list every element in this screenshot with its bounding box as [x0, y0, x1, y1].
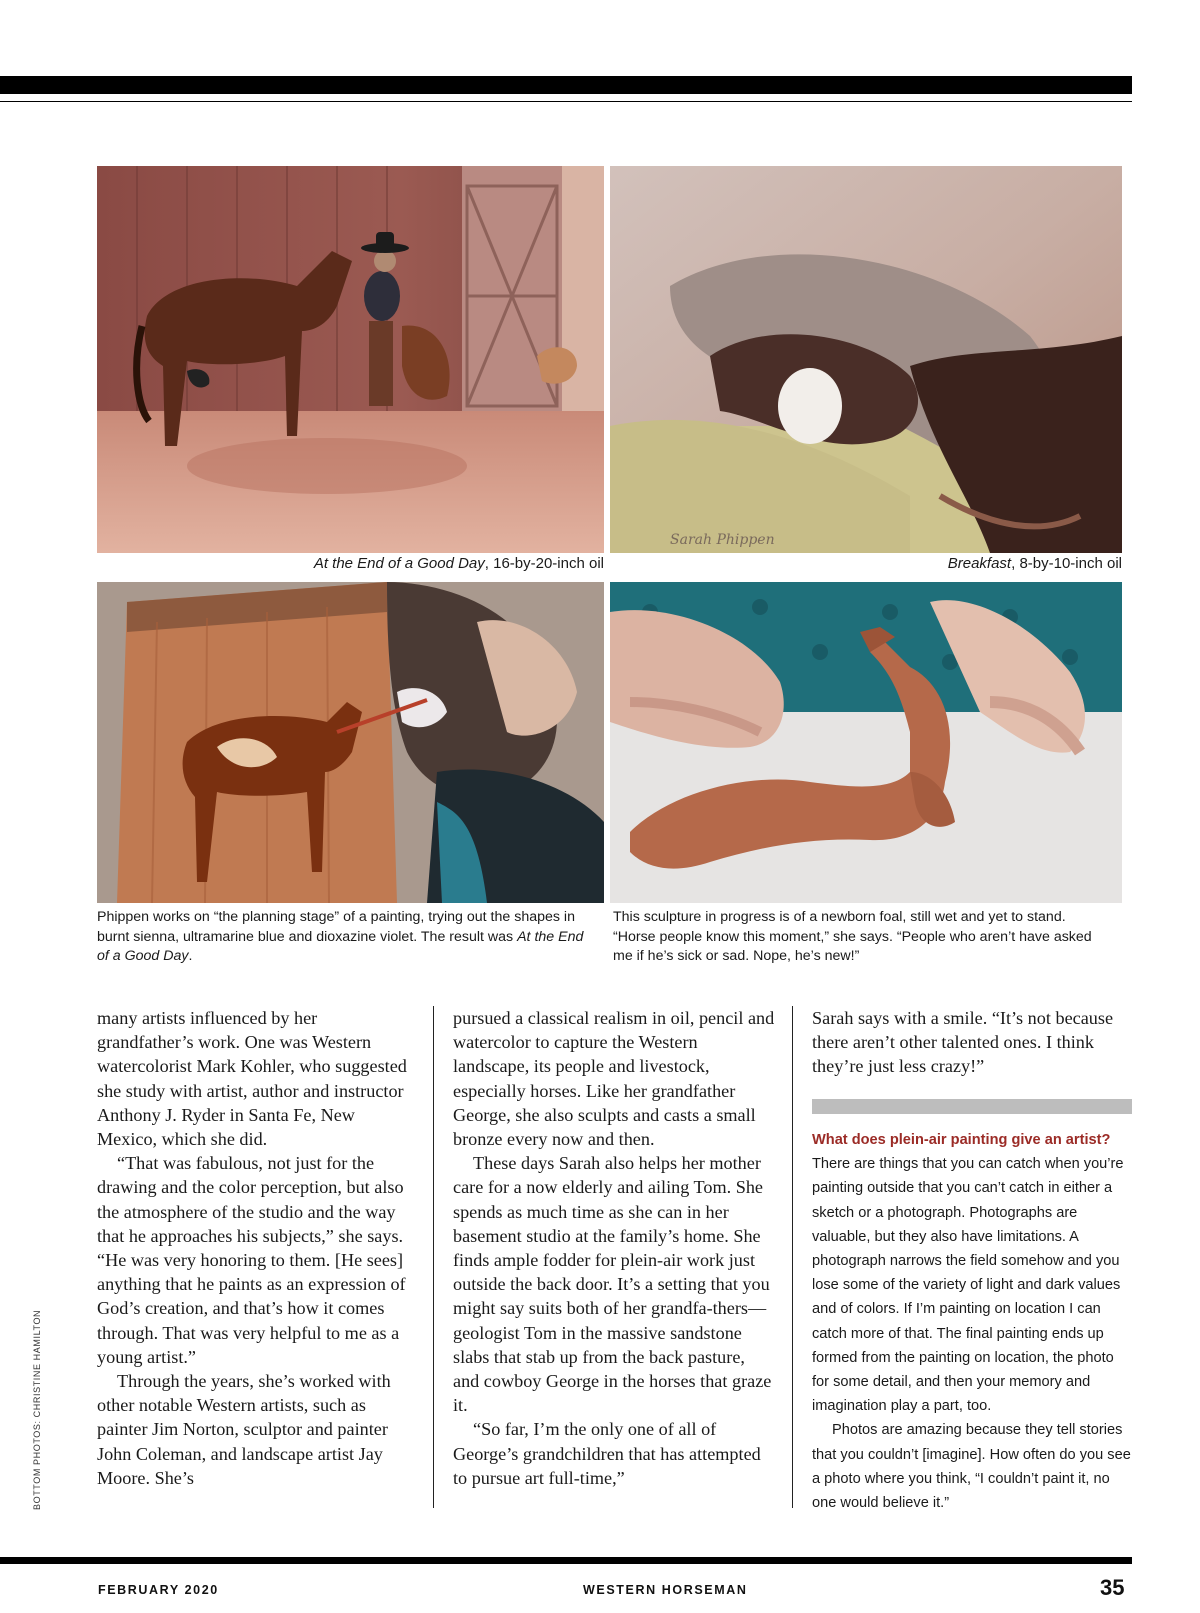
photo-credit: BOTTOM PHOTOS: CHRISTINE HAMILTON [32, 1309, 42, 1510]
column-divider-2 [792, 1006, 793, 1508]
footer-rule [0, 1557, 1132, 1564]
caption-top-left-title: At the End of a Good Day [313, 555, 485, 572]
article-column-2 [453, 1006, 775, 1490]
caption-top-right-title: Breakfast [947, 555, 1012, 572]
sidebar-divider-bar [812, 1099, 1132, 1114]
painting-breakfast [610, 166, 1122, 553]
sidebar-question: What does plein-air painting give an artist? [812, 1132, 1111, 1148]
painting-signature: Sarah Phippen [670, 532, 775, 548]
sidebar-answer-1: There are things that you can catch when you’re painting outside that you can’t catch in either a sketch or a photograph. Photographs are valuable, but they also have limitations. A photograph narrows the field somehow and you lose some of the variety of light and dark values and of colors. If I’m painting on location I can catch more of that. The final painting ends up formed from the painting on location, the photo for some detail, and then your memory and imagination play a part, too. [812, 1156, 1124, 1415]
col2-paragraph-2: These days Sarah also helps her mother care for a now elderly and ailing Tom. She spends as much time as she can in her basement studio at the family’s home. She finds ample fodder for plein-air work just outside the back door. It’s a setting that you might say suits both of her grandfa-thers—geologist Tom in the massive sandstone slabs that stab up from the back pasture, and cowboy George in the horses that graze it. [453, 1153, 772, 1416]
caption-bottom-left-end: . [188, 948, 193, 964]
sidebar-qa [812, 1128, 1132, 1515]
article-column-1 [97, 1006, 415, 1490]
caption-bottom-left-title: At the End of a Good Day [97, 928, 584, 964]
caption-top-right [610, 555, 1122, 573]
photo-clay-foal [610, 582, 1122, 903]
caption-bottom-right [613, 908, 1098, 967]
top-thick-rule [0, 76, 1132, 94]
caption-top-left-text: , 16-by-20-inch oil [484, 555, 604, 572]
page-number: 35 [1100, 1575, 1125, 1600]
sidebar-answer-2: Photos are amazing because they tell stories that you couldn’t [imagine]. How often do you see a photo where you think, “I couldn’t paint it, no one would believe it.” [812, 1422, 1131, 1512]
footer-magazine-name: WESTERN HORSEMAN [583, 1583, 748, 1597]
col1-paragraph-3: Through the years, she’s worked with other notable Western artists, such as painter Jim Norton, sculptor and painter John Coleman, and landscape artist Jay Moore. She’s [97, 1371, 391, 1488]
col1-paragraph-2: “That was fabulous, not just for the drawing and the color perception, but also the atmosphere of the studio and the way that he approaches his subjects,” she says. “He was very honoring to them. [He sees] anything that he paints as an expression of God’s creation, and that’s how it comes through. That was very helpful to me as a young artist.” [97, 1153, 406, 1367]
photo-artist-painting [97, 582, 604, 903]
col3-paragraph-1: Sarah says with a smile. “It’s not because there aren’t other talented ones. I think they’re just less crazy!” [812, 1008, 1114, 1077]
caption-top-right-text: , 8-by-10-inch oil [1011, 555, 1122, 572]
col1-paragraph-1: many artists influenced by her grandfather’s work. One was Western watercolorist Mark Kohler, who suggested she study with artist, author and instructor Anthony J. Ryder in Santa Fe, New Mexico, which she did. [97, 1008, 407, 1150]
caption-bottom-left-text: Phippen works on “the planning stage” of a painting, trying out the shapes in burnt sienna, ultramarine blue and dioxazine violet. The result was [97, 909, 575, 945]
caption-bottom-left [97, 908, 587, 967]
footer-date: FEBRUARY 2020 [98, 1583, 219, 1597]
painting-end-of-good-day [97, 166, 604, 553]
caption-top-left [97, 555, 604, 573]
caption-bottom-right-text: This sculpture in progress is of a newborn foal, still wet and yet to stand. “Horse people know this moment,” she says. “People who aren’t have asked me if he’s sick or sad. Nope, he’s new!” [613, 909, 1092, 964]
col2-paragraph-3: “So far, I’m the only one of all of George’s grandchildren that has attempted to pursue art full-time,” [453, 1419, 761, 1488]
column-divider-1 [433, 1006, 434, 1508]
top-thin-rule [0, 101, 1132, 102]
article-column-3 [812, 1006, 1130, 1079]
col2-paragraph-1: pursued a classical realism in oil, pencil and watercolor to capture the Western landscape, its people and livestock, especially horses. Like her grandfather George, she also sculpts and casts a small bronze every now and then. [453, 1008, 775, 1150]
